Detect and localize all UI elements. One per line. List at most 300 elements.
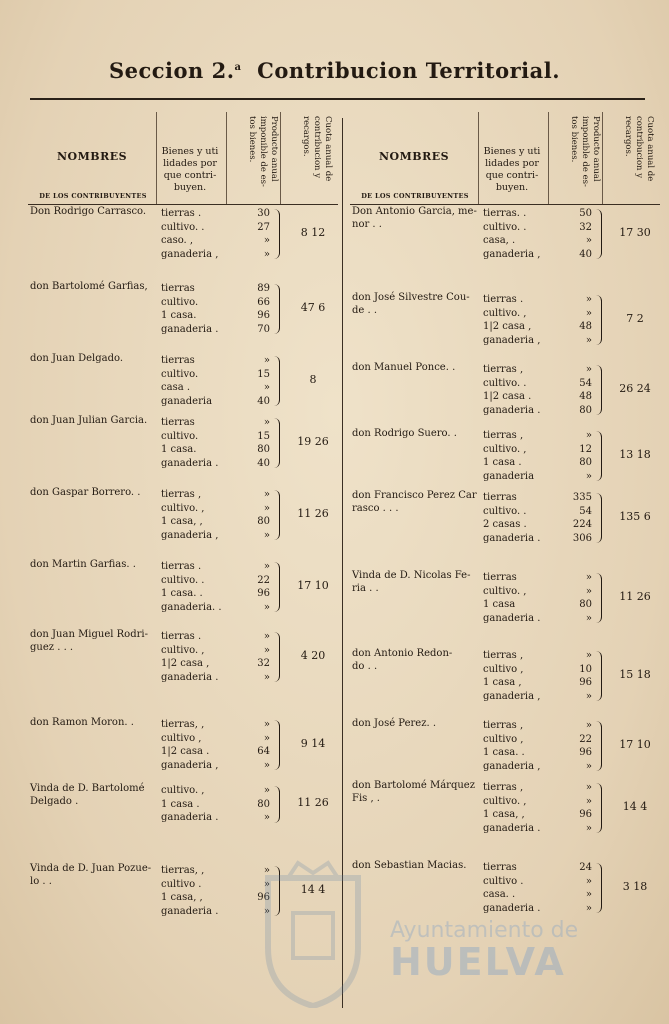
property-item: cultivo. . bbox=[161, 221, 205, 233]
brace bbox=[595, 295, 602, 345]
product-values bbox=[240, 282, 270, 336]
contributor-name: don Francisco Perez Car rasco . . . bbox=[352, 490, 477, 514]
contributor-name: don Bartolomé Márquez Fis , . bbox=[352, 780, 475, 804]
left-column bbox=[28, 112, 338, 932]
product-value: 89 bbox=[257, 283, 270, 294]
property-list bbox=[483, 571, 563, 625]
brace bbox=[595, 721, 602, 771]
property-item: tierras bbox=[483, 492, 517, 503]
property-item: cultivo. . bbox=[483, 221, 527, 233]
property-item: cultivo. . bbox=[483, 505, 527, 517]
property-item: tierras, , bbox=[161, 719, 205, 730]
header-divider bbox=[548, 112, 549, 204]
cuota-value: 19 26 bbox=[297, 435, 329, 449]
cuota-value: 7 2 bbox=[626, 312, 644, 326]
product-value: 70 bbox=[257, 323, 270, 335]
contributor-name: don Juan Miguel Rodri- guez . . . bbox=[30, 629, 148, 653]
property-item: 1 casa. bbox=[161, 444, 197, 456]
property-item: ganaderia . bbox=[483, 822, 541, 834]
cuota-value: 8 bbox=[309, 373, 317, 387]
property-list bbox=[161, 718, 241, 772]
property-item: cultivo. , bbox=[483, 443, 527, 455]
product-values bbox=[240, 718, 270, 772]
property-item: 1 casa bbox=[483, 599, 516, 611]
product-value: 27 bbox=[257, 221, 270, 233]
property-item: 1 casa. bbox=[161, 310, 197, 322]
cuota-value: 11 26 bbox=[297, 796, 329, 810]
header-bienes: Bienes y uti lidades por que contri-buyen. bbox=[483, 146, 541, 193]
property-item: 1 casa . bbox=[161, 798, 200, 810]
product-value: » bbox=[263, 905, 270, 917]
property-item: tierras bbox=[483, 572, 517, 583]
property-item: 1 casa. . bbox=[483, 747, 525, 759]
product-value: 80 bbox=[579, 599, 592, 611]
property-item: tierras bbox=[161, 417, 195, 428]
property-item: tierras , bbox=[483, 720, 524, 731]
contributor-name: Don Antonio Garcia, me- nor . . bbox=[352, 206, 477, 230]
contributor-name: don Bartolomé Garfias, bbox=[30, 281, 148, 292]
brace bbox=[595, 863, 602, 913]
property-list bbox=[161, 864, 241, 918]
contributor-entry bbox=[350, 569, 660, 647]
property-item: tierras, , bbox=[161, 865, 205, 876]
brace bbox=[273, 284, 280, 334]
product-value: 96 bbox=[257, 892, 270, 904]
product-value: » bbox=[585, 902, 592, 914]
contributor-name: don Gaspar Borrero. . bbox=[30, 487, 141, 498]
product-value: » bbox=[263, 601, 270, 613]
cuota-value: 11 26 bbox=[619, 590, 651, 604]
property-item: ganaderia bbox=[161, 395, 213, 407]
contributor-name: don Antonio Redon- do . . bbox=[352, 648, 453, 672]
contributor-entry bbox=[28, 352, 338, 414]
property-list bbox=[483, 363, 563, 417]
product-value: » bbox=[263, 248, 270, 260]
product-value: 10 bbox=[579, 663, 592, 675]
product-value: » bbox=[263, 561, 270, 572]
header-divider bbox=[478, 112, 479, 204]
property-item: 1|2 casa , bbox=[483, 321, 532, 333]
contributor-entry bbox=[28, 486, 338, 558]
product-value: » bbox=[585, 822, 592, 834]
property-item: ganaderia , bbox=[483, 760, 541, 772]
product-value: 50 bbox=[579, 208, 592, 219]
product-value: » bbox=[585, 430, 592, 441]
property-item: ganaderia . bbox=[161, 323, 219, 335]
property-item: tierras bbox=[161, 355, 195, 366]
brace bbox=[273, 356, 280, 406]
product-value: 96 bbox=[579, 809, 592, 821]
contributor-entry bbox=[350, 717, 660, 779]
property-item: cultivo. , bbox=[161, 785, 205, 796]
property-item: tierras . bbox=[161, 208, 202, 219]
property-item: 1 casa, , bbox=[161, 516, 203, 528]
product-values bbox=[240, 630, 270, 684]
section-label: Seccion 2. bbox=[108, 58, 235, 83]
header-contribuyentes: DE LOS CONTRIBUYENTES bbox=[361, 192, 469, 200]
contributor-name: don José Silvestre Cou- de . . bbox=[352, 292, 470, 316]
property-list bbox=[161, 207, 241, 261]
product-value: 80 bbox=[257, 798, 270, 810]
contributor-name: Vinda de D. Nicolas Fe- ria . . bbox=[352, 570, 471, 594]
brace bbox=[595, 783, 602, 833]
product-value: » bbox=[585, 235, 592, 247]
cuota-value: 9 14 bbox=[300, 737, 326, 751]
property-item: cultivo . bbox=[483, 875, 524, 887]
property-item: ganaderia. . bbox=[161, 601, 222, 613]
property-item: ganaderia . bbox=[161, 671, 219, 683]
product-value: 40 bbox=[579, 248, 592, 260]
cuota-value: 14 4 bbox=[300, 883, 326, 897]
header-divider bbox=[280, 112, 281, 204]
cuota-value: 17 10 bbox=[619, 738, 651, 752]
product-value: » bbox=[263, 759, 270, 771]
product-value: 54 bbox=[579, 377, 592, 389]
product-value: » bbox=[263, 719, 270, 730]
property-item: 1|2 casa , bbox=[161, 658, 210, 670]
property-item: ganaderia . bbox=[483, 612, 541, 624]
property-item: ganaderia . bbox=[161, 457, 219, 469]
product-values bbox=[562, 491, 592, 545]
contributor-entry bbox=[28, 782, 338, 862]
cuota-value: 26 24 bbox=[619, 382, 651, 396]
contributor-entry bbox=[28, 414, 338, 486]
product-value: 80 bbox=[579, 457, 592, 469]
property-list bbox=[483, 207, 563, 261]
product-value: » bbox=[585, 334, 592, 346]
section-superscript: a bbox=[234, 62, 242, 73]
cuota-value: 3 18 bbox=[622, 880, 648, 894]
property-item: cultivo , bbox=[483, 733, 524, 745]
municipal-seal-watermark bbox=[258, 858, 368, 1008]
property-list bbox=[483, 719, 563, 773]
brace bbox=[273, 209, 280, 259]
product-value: 64 bbox=[257, 746, 270, 758]
property-list bbox=[161, 416, 241, 470]
property-item: ganaderia bbox=[483, 470, 535, 482]
watermark-line2: HUELVA bbox=[390, 940, 566, 984]
cuota-value: 135 6 bbox=[619, 510, 651, 524]
property-item: casa . bbox=[161, 382, 191, 394]
contributor-entry bbox=[350, 291, 660, 361]
property-list bbox=[483, 781, 563, 835]
product-values bbox=[562, 781, 592, 835]
property-item: tierras , bbox=[483, 364, 524, 375]
product-values bbox=[562, 571, 592, 625]
product-value: » bbox=[585, 650, 592, 661]
property-item: cultivo. bbox=[161, 368, 199, 380]
contributor-name: Vinda de D. Juan Pozue- lo . . bbox=[30, 863, 152, 887]
cuota-value: 4 20 bbox=[300, 649, 326, 663]
property-item: casa, . bbox=[483, 235, 516, 247]
product-value: » bbox=[263, 529, 270, 541]
brace bbox=[273, 490, 280, 540]
property-item: cultivo. , bbox=[483, 307, 527, 319]
product-value: 80 bbox=[257, 444, 270, 456]
cuota-value: 17 30 bbox=[619, 226, 651, 240]
property-item: ganaderia . bbox=[161, 812, 219, 824]
product-value: 96 bbox=[579, 677, 592, 689]
product-value: » bbox=[263, 417, 270, 428]
property-item: tierras. . bbox=[483, 208, 527, 219]
property-item: 1 casa . bbox=[483, 457, 522, 469]
product-value: 80 bbox=[579, 404, 592, 416]
property-item: tierras bbox=[161, 283, 195, 294]
product-value: » bbox=[585, 364, 592, 375]
brace bbox=[595, 651, 602, 701]
property-item: ganaderia . bbox=[161, 905, 219, 917]
product-values bbox=[562, 207, 592, 261]
contributor-name: don Juan Julian Garcia. bbox=[30, 415, 148, 426]
product-value: » bbox=[585, 875, 592, 887]
property-item: tierras , bbox=[483, 430, 524, 441]
cuota-value: 11 26 bbox=[297, 507, 329, 521]
property-item: ganaderia , bbox=[161, 529, 219, 541]
header-bienes: Bienes y uti lidades por que contri-buyen. bbox=[161, 146, 219, 193]
contributor-entry bbox=[28, 280, 338, 352]
property-list bbox=[161, 560, 241, 614]
product-value: » bbox=[263, 732, 270, 744]
property-item: 1 casa , bbox=[483, 677, 522, 689]
contributor-entry bbox=[350, 489, 660, 569]
product-value: 40 bbox=[257, 457, 270, 469]
property-item: ganaderia , bbox=[161, 248, 219, 260]
product-value: 30 bbox=[257, 208, 270, 219]
product-values bbox=[240, 784, 270, 825]
property-item: cultivo. . bbox=[161, 574, 205, 586]
brace bbox=[273, 418, 280, 468]
property-item: 2 casas . bbox=[483, 519, 527, 531]
contributor-entry bbox=[350, 205, 660, 291]
product-values bbox=[562, 649, 592, 703]
property-item: tierras . bbox=[161, 631, 202, 642]
product-value: 335 bbox=[572, 492, 592, 503]
property-list bbox=[161, 784, 241, 825]
product-value: 306 bbox=[572, 532, 592, 544]
property-item: ganaderia , bbox=[161, 759, 219, 771]
product-value: » bbox=[585, 690, 592, 702]
property-item: tierras . bbox=[161, 561, 202, 572]
property-list bbox=[483, 861, 563, 915]
property-item: cultivo. , bbox=[161, 644, 205, 656]
contributor-entry bbox=[350, 427, 660, 489]
contributor-entry bbox=[28, 205, 338, 280]
contributor-name: don Ramon Moron. . bbox=[30, 717, 134, 728]
property-list bbox=[483, 649, 563, 703]
cuota-value: 15 18 bbox=[619, 668, 651, 682]
property-item: casa. . bbox=[483, 889, 516, 901]
product-value: 32 bbox=[257, 658, 270, 670]
contributor-entry bbox=[28, 716, 338, 782]
property-list bbox=[161, 630, 241, 684]
product-value: » bbox=[263, 489, 270, 500]
title-rule bbox=[30, 98, 645, 100]
product-value: » bbox=[585, 782, 592, 793]
brace bbox=[273, 786, 280, 823]
property-item: cultivo. . bbox=[483, 377, 527, 389]
product-value: » bbox=[263, 502, 270, 514]
contributor-name: Vinda de D. Bartolomé Delgado . bbox=[30, 783, 145, 807]
brace bbox=[273, 720, 280, 770]
contributor-entry bbox=[28, 628, 338, 716]
product-value: 224 bbox=[572, 519, 592, 531]
product-value: 80 bbox=[257, 516, 270, 528]
header-divider bbox=[602, 112, 603, 204]
product-value: » bbox=[585, 760, 592, 772]
product-values bbox=[240, 416, 270, 470]
cuota-value: 47 6 bbox=[300, 301, 326, 315]
product-value: 96 bbox=[257, 588, 270, 600]
property-item: tierras , bbox=[161, 489, 202, 500]
property-item: caso. , bbox=[161, 235, 194, 247]
product-value: » bbox=[263, 878, 270, 890]
product-value: » bbox=[263, 382, 270, 394]
cuota-value: 17 10 bbox=[297, 579, 329, 593]
product-values bbox=[240, 488, 270, 542]
property-item: 1 casa. . bbox=[161, 588, 203, 600]
brace bbox=[595, 431, 602, 481]
header-divider bbox=[226, 112, 227, 204]
property-item: cultivo . bbox=[161, 878, 202, 890]
left-table-header bbox=[28, 112, 338, 205]
contributor-name: don Manuel Ponce. . bbox=[352, 362, 456, 373]
product-value: » bbox=[585, 720, 592, 731]
product-value: » bbox=[263, 671, 270, 683]
property-item: tierras , bbox=[483, 650, 524, 661]
right-table-header bbox=[350, 112, 660, 205]
property-item: cultivo , bbox=[483, 663, 524, 675]
header-producto: Producto anual imponible de es- tos bienes. bbox=[569, 116, 601, 187]
contributor-name: don Martin Garfias. . bbox=[30, 559, 136, 570]
contributor-name: don Juan Delgado. bbox=[30, 353, 123, 364]
property-item: cultivo. , bbox=[483, 585, 527, 597]
property-item: tierras bbox=[483, 862, 517, 873]
product-values bbox=[240, 354, 270, 408]
title-text: Contribucion Territorial. bbox=[257, 58, 561, 83]
property-item: cultivo , bbox=[161, 732, 202, 744]
product-values bbox=[562, 293, 592, 347]
cuota-value: 13 18 bbox=[619, 448, 651, 462]
product-values bbox=[562, 861, 592, 915]
product-value: » bbox=[585, 795, 592, 807]
header-nombres: NOMBRES bbox=[378, 150, 450, 163]
property-item: 1 casa, , bbox=[161, 892, 203, 904]
property-item: ganaderia . bbox=[483, 532, 541, 544]
product-value: » bbox=[263, 785, 270, 796]
product-values bbox=[240, 560, 270, 614]
product-value: » bbox=[585, 572, 592, 583]
header-cuota: Cuota anual de contribucion y recargos. bbox=[623, 116, 655, 182]
property-item: tierras . bbox=[483, 294, 524, 305]
property-item: ganaderia , bbox=[483, 334, 541, 346]
product-value: 24 bbox=[579, 862, 592, 873]
property-item: cultivo. bbox=[161, 296, 199, 308]
product-value: » bbox=[585, 585, 592, 597]
property-item: cultivo. bbox=[161, 430, 199, 442]
product-values bbox=[240, 207, 270, 261]
product-value: » bbox=[585, 470, 592, 482]
property-item: 1|2 casa . bbox=[483, 391, 532, 403]
product-value: » bbox=[263, 355, 270, 366]
product-value: 15 bbox=[257, 430, 270, 442]
product-value: 40 bbox=[257, 395, 270, 407]
product-value: 96 bbox=[257, 310, 270, 322]
product-values bbox=[562, 719, 592, 773]
brace bbox=[595, 365, 602, 415]
product-value: » bbox=[263, 235, 270, 247]
product-value: 48 bbox=[579, 321, 592, 333]
product-value: 22 bbox=[257, 574, 270, 586]
brace bbox=[595, 209, 602, 259]
property-item: ganaderia , bbox=[483, 690, 541, 702]
contributor-name: don Rodrigo Suero. . bbox=[352, 428, 457, 439]
product-value: 66 bbox=[257, 296, 270, 308]
contributor-entry bbox=[350, 361, 660, 427]
product-value: 32 bbox=[579, 221, 592, 233]
property-list bbox=[161, 354, 241, 408]
product-value: » bbox=[263, 631, 270, 642]
header-cuota: Cuota anual de contribucion y recargos. bbox=[301, 116, 333, 182]
property-item: ganaderia . bbox=[483, 902, 541, 914]
brace bbox=[595, 573, 602, 623]
right-entries bbox=[350, 205, 660, 929]
brace bbox=[273, 632, 280, 682]
left-entries bbox=[28, 205, 338, 932]
product-value: » bbox=[585, 612, 592, 624]
property-item: ganaderia . bbox=[483, 404, 541, 416]
brace bbox=[595, 493, 602, 543]
contributor-name: don Sebastian Macias. bbox=[352, 860, 467, 871]
property-item: tierras , bbox=[483, 782, 524, 793]
header-divider bbox=[156, 112, 157, 204]
property-item: ganaderia , bbox=[483, 248, 541, 260]
header-nombres: NOMBRES bbox=[56, 150, 128, 163]
product-value: » bbox=[585, 889, 592, 901]
property-item: 1|2 casa . bbox=[161, 746, 210, 758]
property-list bbox=[483, 429, 563, 483]
contributor-entry bbox=[350, 779, 660, 859]
cuota-value: 14 4 bbox=[622, 800, 648, 814]
property-item: cultivo. , bbox=[483, 795, 527, 807]
header-contribuyentes: DE LOS CONTRIBUYENTES bbox=[39, 192, 147, 200]
watermark-line1: Ayuntamiento de bbox=[390, 918, 579, 943]
product-value: 12 bbox=[579, 443, 592, 455]
property-list bbox=[161, 282, 241, 336]
right-column bbox=[350, 112, 660, 929]
product-value: » bbox=[585, 294, 592, 305]
contributor-name: don José Perez. . bbox=[352, 718, 436, 729]
product-values bbox=[562, 363, 592, 417]
property-list bbox=[483, 491, 563, 545]
property-item: cultivo. , bbox=[161, 502, 205, 514]
cuota-value: 8 12 bbox=[300, 226, 326, 240]
contributor-entry bbox=[350, 647, 660, 717]
product-value: » bbox=[263, 812, 270, 824]
product-value: 22 bbox=[579, 733, 592, 745]
product-value: » bbox=[263, 865, 270, 876]
contributor-entry bbox=[28, 558, 338, 628]
contributor-name: Don Rodrigo Carrasco. bbox=[30, 206, 147, 217]
product-values bbox=[562, 429, 592, 483]
product-value: 48 bbox=[579, 391, 592, 403]
product-value: 96 bbox=[579, 747, 592, 759]
page-title bbox=[0, 58, 669, 83]
property-item: 1 casa, , bbox=[483, 809, 525, 821]
property-list bbox=[161, 488, 241, 542]
product-value: » bbox=[263, 644, 270, 656]
product-value: 54 bbox=[579, 505, 592, 517]
product-value: » bbox=[585, 307, 592, 319]
